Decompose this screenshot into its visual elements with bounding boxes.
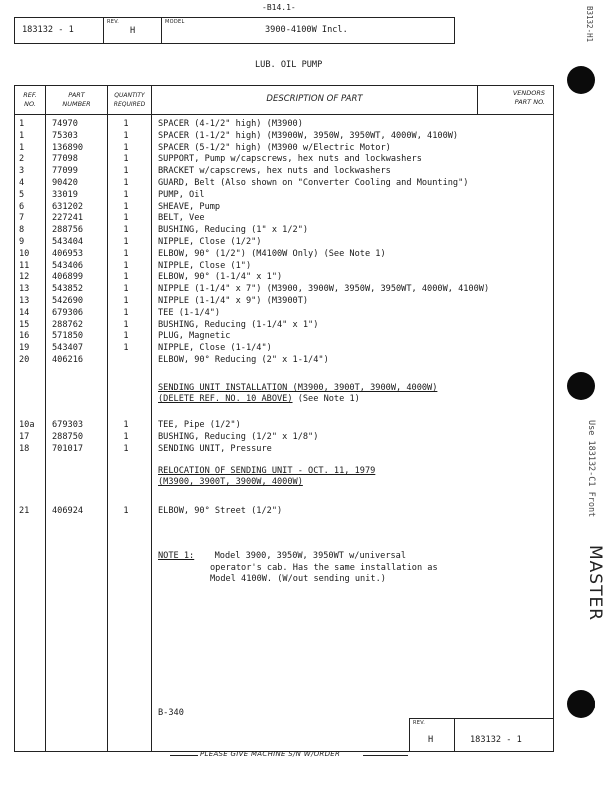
- table-row: [15, 308, 553, 318]
- ref-cell: 1: [19, 119, 25, 129]
- description-cell: ELBOW, 90° Street (1/2"): [158, 506, 283, 516]
- section-title: LUB. OIL PUMP: [255, 60, 323, 70]
- part-number-cell: 542690: [52, 296, 84, 306]
- part-number-cell: 679306: [52, 307, 84, 318]
- ref-cell: 10a: [19, 420, 35, 430]
- footer-rev-value: H: [428, 735, 434, 745]
- part-number-cell: 543406: [52, 260, 84, 271]
- quantity-cell: 1: [123, 431, 129, 442]
- quantity-cell: 1: [123, 284, 129, 295]
- description-cell: ELBOW, 90° Reducing (2" x 1-1/4"): [158, 355, 329, 365]
- table-row: [15, 506, 553, 516]
- description-cell: SPACER (4-1/2" high) (M3900): [158, 119, 303, 129]
- header-rev-value: H: [130, 26, 136, 36]
- quantity-cell: 1: [123, 319, 129, 330]
- footer-doc-number: 183132 - 1: [470, 735, 522, 745]
- table-row: [15, 272, 553, 282]
- footer-box: [409, 718, 554, 752]
- note-label: NOTE 1:: [158, 551, 195, 561]
- note-line2: operator's cab. Has the same installation as: [210, 562, 438, 573]
- description-cell: ELBOW, 90° (1-1/4" x 1"): [158, 272, 283, 283]
- table-row: [15, 237, 553, 247]
- table-row: [15, 296, 553, 306]
- description-cell: BUSHING, Reducing (1/2" x 1/8"): [158, 431, 319, 442]
- punch-hole-bottom: [567, 690, 595, 718]
- ref-cell: 13: [19, 296, 30, 306]
- header-doc-number: 183132 - 1: [22, 25, 74, 35]
- description-cell: GUARD, Belt (Also shown on "Converter Cooling and Mounting"): [158, 178, 469, 188]
- ref-cell: 19: [19, 343, 30, 354]
- quantity-cell: 1: [123, 506, 129, 516]
- part-number-cell: 679303: [52, 420, 84, 430]
- description-cell: PUMP, Oil: [158, 189, 205, 200]
- table-row: [15, 355, 553, 365]
- quantity-cell: 1: [123, 248, 129, 259]
- ref-cell: 10: [19, 248, 30, 259]
- ref-cell: 16: [19, 331, 30, 342]
- description-cell: SENDING UNIT, Pressure: [158, 443, 272, 454]
- ref-cell: 21: [19, 506, 30, 516]
- part-number-cell: 90420: [52, 178, 78, 188]
- part-number-cell: 543852: [52, 284, 84, 295]
- header-description: DESCRIPTION OF PART: [266, 94, 363, 104]
- part-number-cell: 543404: [52, 237, 84, 247]
- part-number-cell: 406924: [52, 506, 84, 516]
- header-qty-line1: QUANTITY: [114, 92, 145, 99]
- part-number-cell: 406899: [52, 272, 84, 283]
- quantity-cell: 1: [123, 201, 129, 212]
- table-row: [15, 131, 553, 141]
- punch-hole-middle: [567, 372, 595, 400]
- description-cell: SUPPORT, Pump w/capscrews, hex nuts and lockwashers: [158, 154, 422, 165]
- part-number-cell: 288756: [52, 225, 84, 236]
- description-cell: TEE, Pipe (1/2"): [158, 420, 241, 430]
- table-row: [15, 202, 553, 212]
- description-cell: BRACKET w/capscrews, hex nuts and lockwashers: [158, 166, 391, 177]
- part-number-cell: 631202: [52, 201, 84, 212]
- ref-cell: 6: [19, 201, 25, 212]
- table-row: [15, 420, 553, 430]
- header-rev-label: REV.: [107, 19, 120, 25]
- relocation-heading: RELOCATION OF SENDING UNIT - OCT. 11, 1979: [158, 466, 376, 476]
- part-number-cell: 543407: [52, 343, 84, 354]
- quantity-cell: 1: [123, 166, 129, 177]
- quantity-cell: 1: [123, 130, 129, 141]
- note-line3: Model 4100W. (W/out sending unit.): [210, 574, 386, 584]
- sending-unit-subheading: [158, 394, 360, 404]
- quantity-cell: 1: [123, 189, 129, 200]
- ref-cell: 15: [19, 319, 30, 330]
- part-number-cell: 33019: [52, 189, 78, 200]
- sending-unit-see-note: (See Note 1): [292, 394, 360, 404]
- header-vendor-line2: PART NO.: [514, 98, 545, 106]
- description-cell: NIPPLE, Close (1-1/4"): [158, 343, 272, 354]
- ref-cell: 11: [19, 260, 30, 271]
- margin-use-note: Use 183132-C1 Front: [586, 420, 596, 518]
- table-row: [15, 213, 553, 223]
- quantity-cell: 1: [123, 142, 129, 153]
- ref-cell: 1: [19, 130, 25, 141]
- part-number-cell: 701017: [52, 443, 84, 454]
- description-cell: NIPPLE, Close (1"): [158, 260, 252, 271]
- description-cell: TEE (1-1/4"): [158, 307, 221, 318]
- margin-top-code: B3132-H1: [585, 6, 594, 43]
- ref-cell: 18: [19, 443, 30, 454]
- quantity-cell: 1: [123, 237, 129, 247]
- quantity-cell: 1: [123, 178, 129, 188]
- ref-cell: 7: [19, 213, 25, 224]
- relocation-models: (M3900, 3900T, 3900W, 4000W): [158, 477, 303, 487]
- quantity-cell: 1: [123, 119, 129, 129]
- header-qty-line2: REQUIRED: [113, 101, 146, 108]
- description-cell: NIPPLE (1-1/4" x 9") (M3900T): [158, 296, 309, 306]
- part-number-cell: 77099: [52, 166, 78, 177]
- quantity-cell: 1: [123, 154, 129, 165]
- footer-rev-label: REV.: [413, 720, 426, 726]
- table-row: [15, 178, 553, 188]
- header-ref-line1: REF.: [23, 91, 37, 99]
- sending-unit-delete-note: (DELETE REF. NO. 10 ABOVE): [158, 394, 293, 404]
- description-cell: SHEAVE, Pump: [158, 201, 221, 212]
- table-row: [15, 119, 553, 129]
- note-line1: Model 3900, 3950W, 3950WT w/universal: [214, 551, 407, 561]
- part-number-cell: 406953: [52, 248, 84, 259]
- ref-cell: 13: [19, 284, 30, 295]
- description-cell: NIPPLE, Close (1/2"): [158, 237, 262, 247]
- header-vendor-line1: VENDORS: [512, 89, 545, 97]
- description-cell: NIPPLE (1-1/4" x 7") (M3900, 3900W, 3950W, 3950WT, 4000W, 4100W): [158, 284, 490, 295]
- quantity-cell: 1: [123, 213, 129, 224]
- description-cell: BUSHING, Reducing (1-1/4" x 1"): [158, 319, 319, 330]
- table-row: [15, 444, 553, 454]
- page-number: -B14.1-: [262, 3, 296, 12]
- part-number-cell: 571850: [52, 331, 84, 342]
- header-ref-line2: NO.: [24, 100, 36, 108]
- table-row: [15, 331, 553, 341]
- header-part-line1: PART: [68, 91, 85, 99]
- quantity-cell: 1: [123, 443, 129, 454]
- description-cell: PLUG, Magnetic: [158, 331, 231, 342]
- quantity-cell: 1: [123, 331, 129, 342]
- table-row: [15, 154, 553, 164]
- quantity-cell: 1: [123, 343, 129, 354]
- ref-cell: 4: [19, 178, 25, 188]
- header-model-value: 3900-4100W Incl.: [265, 25, 348, 35]
- quantity-cell: 1: [123, 272, 129, 283]
- table-row: [15, 249, 553, 259]
- part-number-cell: 288750: [52, 431, 84, 442]
- table-row: [15, 190, 553, 200]
- header-part-line2: NUMBER: [62, 100, 91, 108]
- part-number-cell: 136890: [52, 142, 84, 153]
- header-box: [14, 17, 455, 44]
- quantity-cell: 1: [123, 225, 129, 236]
- table-row: [15, 166, 553, 176]
- ref-cell: 5: [19, 189, 25, 200]
- part-number-cell: 74970: [52, 119, 78, 129]
- ref-cell: 8: [19, 225, 25, 236]
- table-row: [15, 343, 553, 353]
- table-row: [15, 261, 553, 271]
- quantity-cell: 1: [123, 296, 129, 306]
- ref-cell: 9: [19, 237, 25, 247]
- ref-cell: 20: [19, 355, 30, 365]
- parts-table: [14, 85, 554, 752]
- table-row: [15, 320, 553, 330]
- ref-cell: 17: [19, 431, 30, 442]
- margin-master-stamp: MASTER: [585, 545, 605, 622]
- page-code: B-340: [158, 708, 184, 718]
- sending-unit-heading: SENDING UNIT INSTALLATION (M3900, 3900T, 3900W, 4000W): [158, 383, 438, 393]
- table-row: [15, 284, 553, 294]
- part-number-cell: 406216: [52, 355, 84, 365]
- part-number-cell: 227241: [52, 213, 84, 224]
- part-number-cell: 288762: [52, 319, 84, 330]
- table-row: [15, 225, 553, 235]
- quantity-cell: 1: [123, 307, 129, 318]
- footer-instruction: PLEASE GIVE MACHINE S/N W/ORDER: [200, 750, 341, 758]
- quantity-cell: 1: [123, 260, 129, 271]
- header-model-label: MODEL: [165, 19, 185, 25]
- part-number-cell: 77098: [52, 154, 78, 165]
- ref-cell: 3: [19, 166, 25, 177]
- description-cell: BELT, Vee: [158, 213, 205, 224]
- ref-cell: 1: [19, 142, 25, 153]
- ref-cell: 12: [19, 272, 30, 283]
- quantity-cell: 1: [123, 420, 129, 430]
- description-cell: SPACER (5-1/2" high) (M3900 w/Electric Motor): [158, 142, 391, 153]
- part-number-cell: 75303: [52, 130, 78, 141]
- note-block: [158, 551, 438, 586]
- description-cell: ELBOW, 90° (1/2") (M4100W Only) (See Note 1): [158, 248, 386, 259]
- table-row: [15, 143, 553, 153]
- punch-hole-top: [567, 66, 595, 94]
- description-cell: BUSHING, Reducing (1" x 1/2"): [158, 225, 309, 236]
- description-cell: SPACER (1-1/2" high) (M3900W, 3950W, 3950WT, 4000W, 4100W): [158, 130, 459, 141]
- table-row: [15, 432, 553, 442]
- ref-cell: 14: [19, 307, 30, 318]
- ref-cell: 2: [19, 154, 25, 165]
